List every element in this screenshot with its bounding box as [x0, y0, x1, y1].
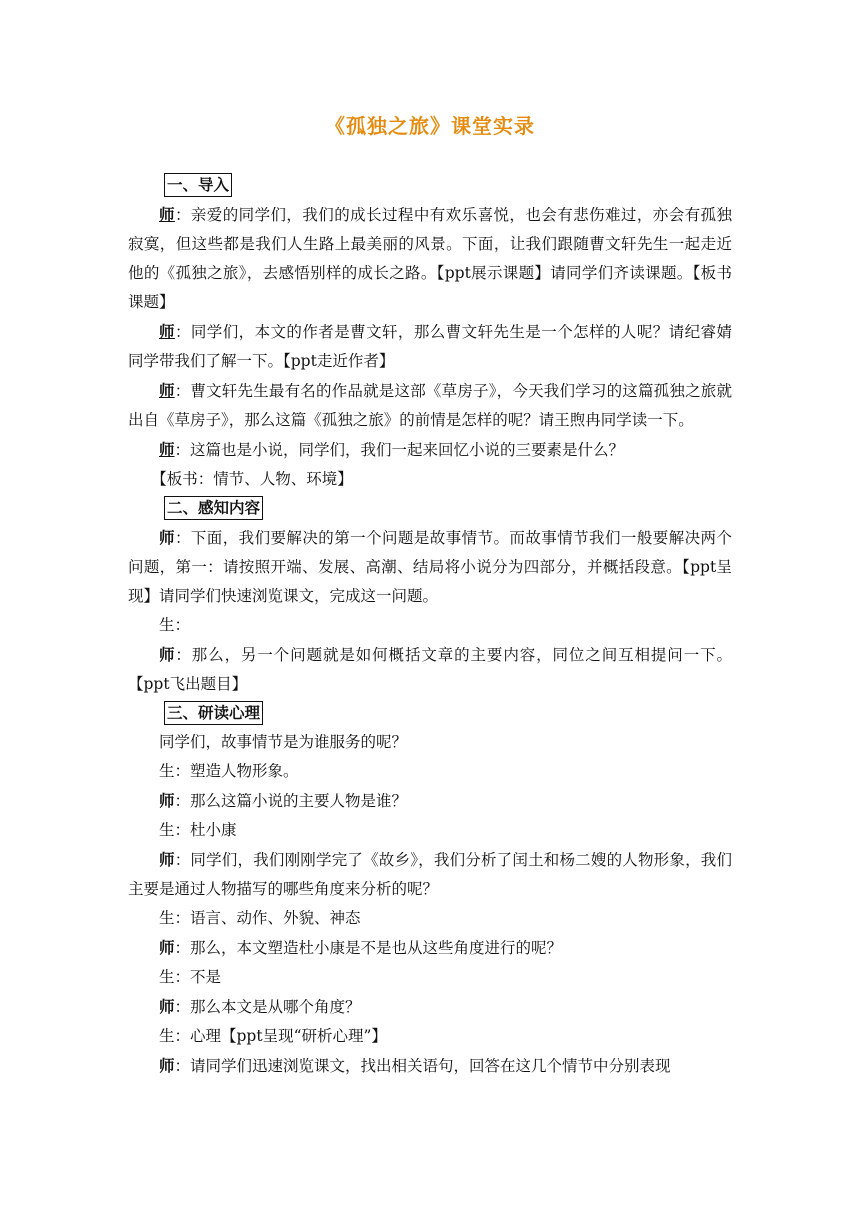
paragraph: [128, 1022, 732, 1051]
speaker-teacher: 师: [159, 997, 175, 1016]
paragraph-text: ：同学们，本文的作者是曹文轩，那么曹文轩先生是一个怎样的人呢？请纪睿婧同学带我们了解一下。【ppt走近作者】: [128, 323, 732, 370]
speaker-teacher: 师: [159, 791, 175, 810]
paragraph-text: ：那么本文是从哪个角度？: [174, 998, 361, 1016]
section-heading-psychology: [128, 699, 732, 728]
paragraph-text: ：同学们，我们刚刚学完了《故乡》，我们分析了闰土和杨二嫂的人物形象，我们主要是通过人物描写的哪些角度来分析的呢？: [128, 851, 732, 898]
document-title: 《孤独之旅》课堂实录: [325, 114, 535, 138]
paragraph-text: ：曹文轩先生最有名的作品就是这部《草房子》，今天我们学习的这篇孤独之旅就出自《草房子》，那么这篇《孤独之旅》的前情是怎样的呢？请王煦冉同学读一下。: [128, 382, 732, 429]
paragraph-text: ：那么，另一个问题就是如何概括文章的主要内容，同位之间互相提问一下。【ppt飞出题目】: [128, 646, 732, 693]
paragraph: [128, 963, 732, 992]
paragraph: [128, 611, 732, 640]
section-label: 二、感知内容: [164, 496, 263, 520]
paragraph-text: ：请同学们迅速浏览课文，找出相关语句，回答在这几个情节中分别表现: [174, 1057, 671, 1075]
speaker-teacher: 师: [159, 440, 175, 459]
paragraph-text: 生：杜小康: [159, 821, 237, 839]
section-label: 三、研读心理: [164, 701, 263, 725]
section-heading-intro: [128, 171, 732, 200]
paragraph: [128, 786, 732, 816]
speaker-teacher: 师: [159, 381, 175, 400]
paragraph-text: 生：: [159, 616, 191, 634]
speaker-teacher: 师: [159, 322, 175, 341]
paragraph: [128, 523, 732, 611]
paragraph: [128, 1051, 732, 1081]
speaker-teacher: 师: [159, 645, 176, 664]
paragraph-text: ：那么这篇小说的主要人物是谁？: [174, 792, 408, 810]
paragraph: [128, 845, 732, 904]
paragraph: [128, 816, 732, 845]
speaker-teacher: 师: [159, 1056, 175, 1075]
paragraph-text: ：那么，本文塑造杜小康是不是也从这些角度进行的呢？: [174, 939, 563, 957]
paragraph: [128, 992, 732, 1022]
paragraph-text: 同学们，故事情节是为谁服务的呢？: [159, 733, 408, 751]
speaker-teacher: 师: [159, 938, 175, 957]
paragraph: [128, 933, 732, 963]
paragraph-text: 【板书：情节、人物、环境】: [151, 470, 353, 488]
paragraph: [128, 728, 732, 757]
paragraph-text: 生：不是: [159, 968, 222, 986]
paragraph: [128, 904, 732, 933]
paragraph-text: 生：语言、动作、外貌、神态: [159, 909, 361, 927]
speaker-teacher: 师: [159, 205, 175, 224]
paragraph-text: 生：塑造人物形象。: [159, 762, 299, 780]
speaker-teacher: 师: [159, 528, 175, 547]
paragraph: [128, 757, 732, 786]
paragraph-text: 生：心理【ppt呈现“研析心理”】: [159, 1027, 387, 1045]
paragraph: [128, 465, 732, 494]
paragraph: [128, 435, 732, 465]
document-body: [128, 171, 732, 1081]
paragraph-text: ：这篇也是小说，同学们，我们一起来回忆小说的三要素是什么？: [174, 441, 625, 459]
paragraph-text: ：亲爱的同学们，我们的成长过程中有欢乐喜悦，也会有悲伤难过，亦会有孤独寂寞，但这些都是我们人生路上最美丽的风景。下面，让我们跟随曹文轩先生一起走近他的《孤独之旅》，去感悟别样的成长之路。【ppt展示课题】请同学们齐读课题。【板书课题】: [128, 206, 732, 311]
paragraph-text: ：下面，我们要解决的第一个问题是故事情节。而故事情节我们一般要解决两个问题，第一：请按照开端、发展、高潮、结局将小说分为四部分，并概括段意。【ppt呈现】请同学们快速浏览课文，完成这一问题。: [128, 529, 732, 605]
paragraph: [128, 200, 732, 317]
paragraph: [128, 317, 732, 376]
section-heading-perceive: [128, 494, 732, 523]
paragraph: [128, 640, 732, 699]
speaker-teacher: 师: [159, 850, 175, 869]
section-label: 一、导入: [164, 173, 232, 197]
paragraph: [128, 376, 732, 435]
